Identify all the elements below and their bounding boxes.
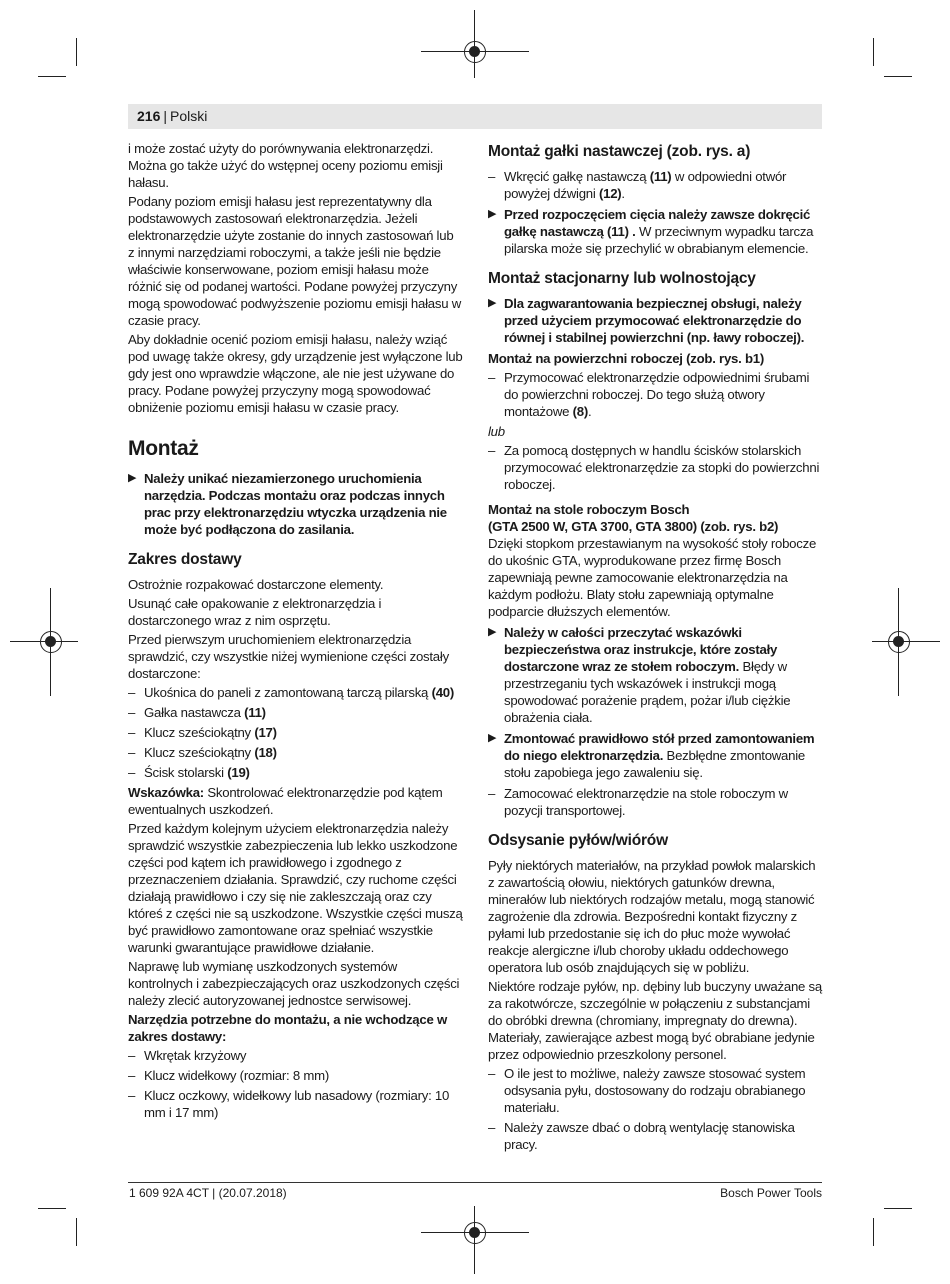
list-item xyxy=(128,704,463,721)
dash-bullet: – xyxy=(488,1120,496,1135)
tools-list xyxy=(128,1047,463,1121)
item-text: . xyxy=(588,404,592,419)
warning-item xyxy=(128,470,463,538)
paragraph: Przed pierwszym uruchomieniem elektronarzędzia sprawdzić, czy wszystkie niżej wymienione części zostały dostarczone: xyxy=(128,632,449,681)
warning-item xyxy=(488,624,823,726)
subsection-heading xyxy=(488,501,823,535)
item-text: O ile jest to możliwe, należy zawsze stosować system odsysania pyłu, dostosowany do rodzaju obrabianego materiału. xyxy=(504,1066,806,1115)
crop-mark xyxy=(873,38,874,66)
paragraph: Niektóre rodzaje pyłów, np. dębiny lub buczyny uważane są za rakotwórcze, szczególnie w połączeniu z substancjami do obróbki drewna (chromiany, impregnaty do drewna). Materiały, zawierające azbest mogą być obrabiane jedynie przez odpowiednio przeszkolony personel. xyxy=(488,979,822,1062)
item-text: Wkręcić gałkę nastawczą xyxy=(504,169,647,184)
item-text: Wkrętak krzyżowy xyxy=(144,1048,247,1063)
dash-bullet: – xyxy=(488,1066,496,1081)
paragraph: Podany poziom emisji hałasu jest reprezentatywny dla podstawowych zastosowań elektronarzędzia. Jeżeli elektronarzędzie użyte zostanie do innych zastosowań lub z innymi narzędziami roboczymi, a także jeśli nie będzie właściwie konserwowane, poziom emisji hałasu może różnić się od podanej wartości. Podane powyżej przyczyny mogą spowodować podwyższenie poziomu emisji hałasu w czasie pracy. xyxy=(128,194,461,328)
registration-mark-icon xyxy=(40,631,62,653)
list-item xyxy=(128,1087,463,1121)
subsection-heading-line: (GTA 2500 W, GTA 3700, GTA 3800) (zob. rys. b2) xyxy=(488,519,779,534)
crop-mark xyxy=(873,1218,874,1246)
paragraph: Dzięki stopkom przestawianym na wysokość stoły robocze do ukośnic GTA, wyprodukowane przez firmę Bosch zapewniają pewne zamocowanie elektronarzędzia na każdym podłożu. Blaty stołu zapewniają optymalne podparcie dłuższych elementów. xyxy=(488,536,817,619)
header-separator: | xyxy=(163,108,167,124)
header-language: Polski xyxy=(170,108,208,124)
triangle-bullet-icon: ▶ xyxy=(488,297,497,309)
note-text: Skontrolować elektronarzędzie pod kątem ewentualnych uszkodzeń. xyxy=(128,785,443,817)
page-header xyxy=(137,107,207,126)
footer-brand: Bosch Power Tools xyxy=(720,1186,822,1200)
triangle-bullet-icon: ▶ xyxy=(488,208,497,220)
crop-mark xyxy=(76,38,77,66)
paragraph: Przed każdym kolejnym użyciem elektronarzędzia należy sprawdzić wszystkie zabezpieczenia lub lekko uszkodzone części pod kątem ich prawidłowego i zgodnego z przeznaczeniem działania. Sprawdzić, czy ruchome części działają prawidłowo i czy się nie zakleszczają oraz czy któreś z części nie są uszkodzone. Wszystkie części muszą być prawidłowo zamontowane oraz spełniać wszystkie warunki gwarantujące prawidłowe działanie. xyxy=(128,821,463,955)
list-item xyxy=(488,442,823,493)
paragraph: Usunąć całe opakowanie z elektronarzędzia i dostarczonego wraz z nim osprzętu. xyxy=(128,596,382,628)
warning-text: Należy unikać niezamierzonego uruchomienia narzędzia. Podczas montażu oraz podczas innych prac przy elektronarzędziu wtyczka urządzenia nie może być podłączona do zasilania. xyxy=(144,471,447,537)
crop-mark xyxy=(76,1218,77,1246)
subsection-heading-line: Montaż na stole roboczym Bosch xyxy=(488,502,690,517)
dash-bullet: – xyxy=(128,685,136,700)
list-item xyxy=(488,168,823,202)
warning-text: Przed rozpoczęciem cięcia należy zawsze dokręcić gałkę nastawczą (11) . xyxy=(504,207,811,239)
dash-bullet: – xyxy=(128,705,136,720)
item-text: Zamocować elektronarzędzie na stole roboczym w pozycji transportowej. xyxy=(504,786,788,818)
item-text: Klucz sześciokątny xyxy=(144,725,251,740)
or-label: lub xyxy=(488,424,505,439)
crop-mark xyxy=(884,1208,912,1209)
item-number: (19) xyxy=(227,765,250,780)
triangle-bullet-icon: ▶ xyxy=(488,626,497,638)
triangle-bullet-icon: ▶ xyxy=(128,472,137,484)
item-number: (40) xyxy=(431,685,455,700)
warning-item xyxy=(488,206,823,257)
dash-bullet: – xyxy=(128,745,136,760)
item-text: Za pomocą dostępnych w handlu ścisków stolarskich przymocować elektronarzędzie za stopki do powierzchni roboczej. xyxy=(504,443,820,492)
list-item xyxy=(128,744,463,761)
item-text: . xyxy=(621,186,625,201)
dash-bullet: – xyxy=(128,1088,136,1103)
warning-detail: Błędy w przestrzeganiu tych wskazówek i instrukcji mogą spowodować porażenie prądem, pożar i/lub ciężkie obrażenia ciała. xyxy=(504,659,791,725)
list-item xyxy=(488,1119,823,1153)
right-column xyxy=(488,142,823,1156)
dash-bullet: – xyxy=(128,765,136,780)
item-number: (11) xyxy=(649,169,672,184)
list-item xyxy=(128,1067,463,1084)
list-item xyxy=(488,1065,823,1116)
paragraph: Ostrożnie rozpakować dostarczone elementy. xyxy=(128,577,384,592)
parts-list xyxy=(128,684,463,781)
warning-text: Należy w całości przeczytać wskazówki bezpieczeństwa oraz instrukcje, które zostały dostarczone wraz ze stołem roboczym. xyxy=(504,625,778,674)
dash-bullet: – xyxy=(488,786,496,801)
list-item xyxy=(488,785,823,819)
dash-bullet: – xyxy=(128,1068,136,1083)
list-item xyxy=(128,764,463,781)
item-text: Klucz widełkowy (rozmiar: 8 mm) xyxy=(144,1068,329,1083)
paragraph: i może zostać użyty do porównywania elektronarzędzi. Można go także użyć do wstępnej oceny poziomu emisji hałasu. xyxy=(128,141,443,190)
list-item xyxy=(128,1047,463,1064)
footer-doc-id: 1 609 92A 4CT | (20.07.2018) xyxy=(129,1186,287,1200)
item-number: (8) xyxy=(572,404,588,419)
item-text: Przymocować elektronarzędzie odpowiednimi śrubami do powierzchni roboczej. Do tego służą otwory montażowe xyxy=(504,370,810,419)
crop-mark xyxy=(38,76,66,77)
section-title-zakres: Zakres dostawy xyxy=(128,551,242,568)
dash-bullet: – xyxy=(488,443,496,458)
registration-mark-icon xyxy=(888,631,910,653)
paragraph: Naprawę lub wymianę uszkodzonych systemów kontrolnych i zabezpieczających oraz uszkodzonych części należy zlecić autoryzowanej jednostce serwisowej. xyxy=(128,959,460,1008)
item-number: (17) xyxy=(254,725,277,740)
section-title-galka: Montaż gałki nastawczej (zob. rys. a) xyxy=(488,143,751,160)
item-text: Ścisk stolarski xyxy=(144,765,224,780)
item-number: (12) xyxy=(598,186,622,201)
left-column xyxy=(128,140,463,1124)
item-text: w odpowiedni otwór powyżej dźwigni xyxy=(504,169,787,201)
item-text: Klucz oczkowy, widełkowy lub nasadowy (rozmiary: 10 mm i 17 mm) xyxy=(144,1088,450,1120)
item-number: (18) xyxy=(254,745,277,760)
section-title-odsysanie: Odsysanie pyłów/wiórów xyxy=(488,832,668,849)
paragraph: Pyły niektórych materiałów, na przykład powłok malarskich z zawartością ołowiu, niektórych gatunków drewna, minerałów lub niektórych rodzajów metalu, mogą stanowić zagrożenie dla zdrowia. Bezpośredni kontakt fizyczny z pyłami lub przedostanie się ich do płuc może wywołać reakcje alergiczne i/lub choroby układu oddechowego operatora lub osób znajdujących się w pobliżu. xyxy=(488,858,816,975)
list-item xyxy=(488,369,823,420)
dash-bullet: – xyxy=(128,1048,136,1063)
tools-heading: Narzędzia potrzebne do montażu, a nie wchodzące w zakres dostawy: xyxy=(128,1012,447,1044)
item-text: Klucz sześciokątny xyxy=(144,745,251,760)
list-item xyxy=(128,684,463,701)
item-text: Należy zawsze dbać o dobrą wentylację stanowiska pracy. xyxy=(504,1120,795,1152)
section-title-montaz: Montaż xyxy=(128,437,199,460)
item-number: (11) xyxy=(244,705,266,720)
item-text: Ukośnica do paneli z zamontowaną tarczą pilarską xyxy=(144,685,429,700)
note-label: Wskazówka: xyxy=(128,785,204,800)
subsection-heading: Montaż na powierzchni roboczej (zob. rys. b1) xyxy=(488,351,764,366)
triangle-bullet-icon: ▶ xyxy=(488,732,497,744)
item-text: Gałka nastawcza xyxy=(144,705,241,720)
registration-mark-icon xyxy=(464,1222,486,1244)
dash-bullet: – xyxy=(488,169,496,184)
crop-mark xyxy=(884,76,912,77)
warning-text: Dla zagwarantowania bezpiecznej obsługi, należy przed użyciem przymocować elektronarzędzie do równej i stabilnej powierzchni (np. ławy roboczej). xyxy=(504,296,805,345)
footer-rule xyxy=(128,1182,822,1183)
dash-bullet: – xyxy=(488,370,496,385)
warning-item xyxy=(488,295,823,346)
registration-mark-icon xyxy=(464,41,486,63)
warning-detail: Bezbłędne zmontowanie stołu zapobiega jego zawaleniu się. xyxy=(504,748,805,780)
warning-detail: W przeciwnym wypadku tarcza pilarska może się przechylić w obrabianym elemencie. xyxy=(504,224,814,256)
dash-bullet: – xyxy=(128,725,136,740)
page-header-bar xyxy=(128,104,822,129)
list-item xyxy=(128,724,463,741)
section-title-stacjonarny: Montaż stacjonarny lub wolnostojący xyxy=(488,270,756,287)
paragraph: Aby dokładnie ocenić poziom emisji hałasu, należy wziąć pod uwagę także okresy, gdy urządzenie jest wyłączone lub gdy jest ono wprawdzie włączone, ale nie jest używane do pracy. Podane powyżej przyczyny mogą spowodować obniżenie poziomu emisji hałasu w czasie pracy. xyxy=(128,332,463,415)
warning-text: Zmontować prawidłowo stół przed zamontowaniem do niego elektronarzędzia. xyxy=(504,731,815,763)
note xyxy=(128,784,463,818)
warning-item xyxy=(488,730,823,781)
crop-mark xyxy=(38,1208,66,1209)
page-number: 216 xyxy=(137,108,161,124)
